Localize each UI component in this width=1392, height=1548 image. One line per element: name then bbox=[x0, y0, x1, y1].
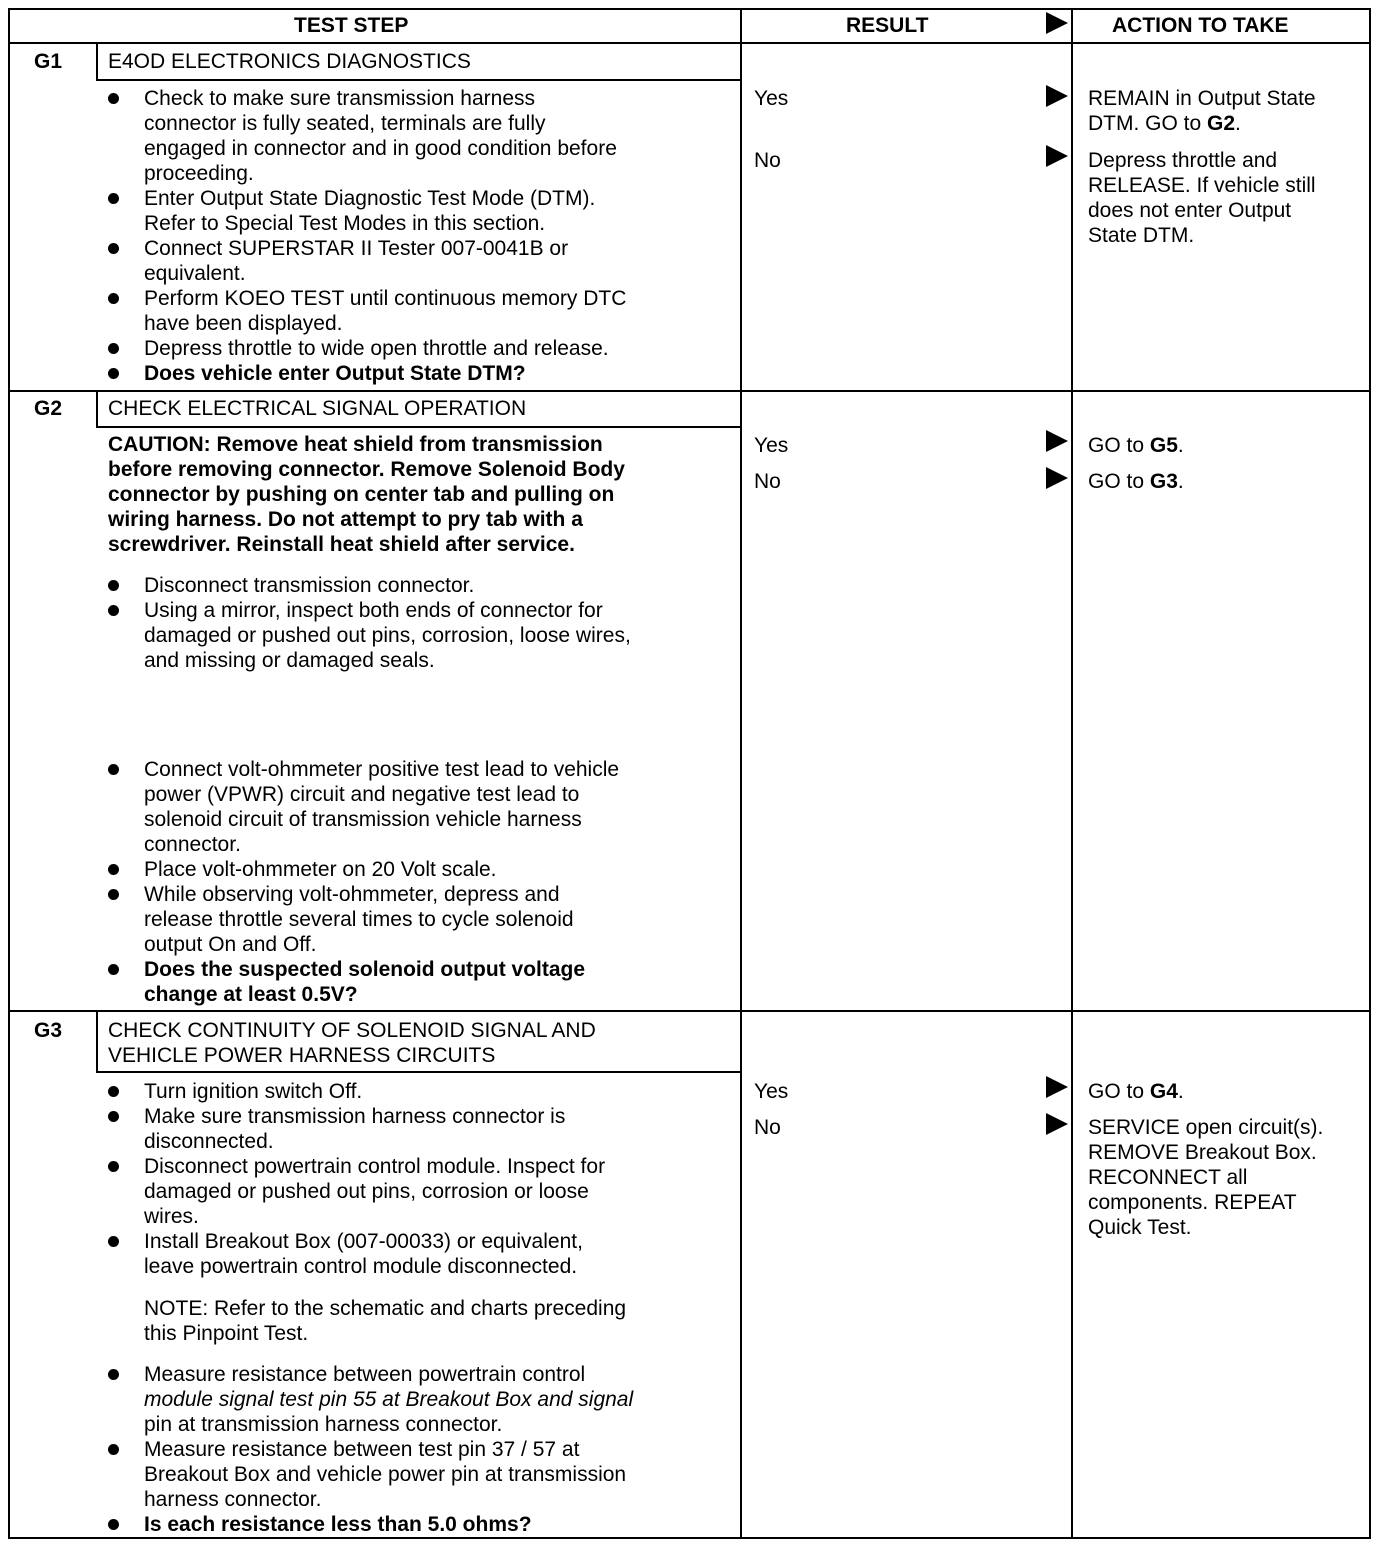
g2-result-yes: Yes bbox=[754, 434, 789, 457]
header-arrow-icon bbox=[1046, 12, 1068, 34]
bullet-icon bbox=[108, 964, 119, 975]
bullet-icon bbox=[108, 605, 119, 616]
bullet-icon bbox=[108, 293, 119, 304]
bullet-icon bbox=[108, 1369, 119, 1380]
bullet-icon bbox=[108, 1161, 119, 1172]
g2-action-no: GO to G3. bbox=[1088, 470, 1184, 493]
bullet-icon bbox=[108, 580, 119, 591]
list-item: Make sure transmission harness connector is disconnected. bbox=[108, 1104, 605, 1154]
g3-yes-arrow-icon bbox=[1046, 1076, 1068, 1098]
g3-instructions-b bbox=[108, 1362, 633, 1537]
header-action-to-take: ACTION TO TAKE bbox=[1112, 14, 1289, 37]
list-item: While observing volt-ohmmeter, depress and release throttle several times to cycle solenoid output On and Off. bbox=[108, 882, 619, 957]
table-border-top bbox=[8, 8, 1371, 10]
list-item: Check to make sure transmission harness connector is fully seated, terminals are fully engaged in connector and in good condition before proceeding. bbox=[108, 86, 626, 186]
list-item: Disconnect powertrain control module. Inspect for damaged or pushed out pins, corrosion or loose wires. bbox=[108, 1154, 605, 1229]
g1-instructions bbox=[108, 86, 626, 386]
g1-result-yes: Yes bbox=[754, 87, 789, 110]
list-item: Turn ignition switch Off. bbox=[108, 1079, 605, 1104]
g2-caution: CAUTION: Remove heat shield from transmission before removing connector. Remove Solenoid Body connector by pushing on center tab and pulling on wiring harness. Do not attempt to pry tab with a screwdriver. Reinstall heat shield after service. bbox=[108, 433, 625, 556]
g1-result-no: No bbox=[754, 149, 781, 172]
bullet-icon bbox=[108, 864, 119, 875]
column-divider-result bbox=[740, 8, 742, 1539]
g2-id-divider bbox=[96, 390, 98, 427]
list-item: Using a mirror, inspect both ends of connector for damaged or pushed out pins, corrosion, loose wires, and missing or damaged seals. bbox=[108, 598, 631, 673]
step-title-g2: CHECK ELECTRICAL SIGNAL OPERATION bbox=[108, 397, 527, 420]
bullet-icon bbox=[108, 1111, 119, 1122]
list-item: Does the suspected solenoid output voltage change at least 0.5V? bbox=[108, 957, 619, 1007]
g1-g2-separator bbox=[8, 390, 1371, 392]
bullet-icon bbox=[108, 1086, 119, 1097]
g2-instructions-b bbox=[108, 757, 619, 1007]
table-border-bottom bbox=[8, 1537, 1371, 1539]
header-test-step: TEST STEP bbox=[294, 14, 409, 37]
table-border-left bbox=[8, 8, 10, 1539]
bullet-icon bbox=[108, 193, 119, 204]
column-divider-action bbox=[1071, 8, 1073, 1539]
list-item: Depress throttle to wide open throttle and release. bbox=[108, 336, 626, 361]
table-border-right bbox=[1369, 8, 1371, 1539]
header-bottom-rule bbox=[8, 42, 1371, 44]
bullet-icon bbox=[108, 343, 119, 354]
g1-yes-arrow-icon bbox=[1046, 85, 1068, 107]
bullet-icon bbox=[108, 368, 119, 379]
g2-instructions-a bbox=[108, 573, 631, 673]
step-id-g3: G3 bbox=[34, 1019, 63, 1042]
g3-action-no: SERVICE open circuit(s). REMOVE Breakout Box. RECONNECT all components. REPEAT Quick Test. bbox=[1088, 1116, 1324, 1239]
bullet-icon bbox=[108, 1519, 119, 1530]
bullet-icon bbox=[108, 1236, 119, 1247]
g1-action-no: Depress throttle and RELEASE. If vehicle still does not enter Output State DTM. bbox=[1088, 149, 1316, 247]
list-item: Measure resistance between powertrain control module signal test pin 55 at Breakout Box and signal pin at transmission harness connector. bbox=[108, 1362, 633, 1437]
header-result: RESULT bbox=[846, 14, 929, 37]
list-item: Enter Output State Diagnostic Test Mode (DTM). Refer to Special Test Modes in this section. bbox=[108, 186, 626, 236]
step-title-g1: E4OD ELECTRONICS DIAGNOSTICS bbox=[108, 50, 471, 73]
g1-action-yes: REMAIN in Output State DTM. GO to G2. bbox=[1088, 87, 1316, 135]
list-item: Perform KOEO TEST until continuous memory DTC have been displayed. bbox=[108, 286, 626, 336]
g1-title-rule bbox=[96, 79, 742, 81]
list-item: Connect SUPERSTAR II Tester 007-0041B or equivalent. bbox=[108, 236, 626, 286]
g2-action-yes: GO to G5. bbox=[1088, 434, 1184, 457]
g2-yes-arrow-icon bbox=[1046, 430, 1068, 452]
bullet-icon bbox=[108, 1444, 119, 1455]
list-item: Install Breakout Box (007-00033) or equivalent, leave powertrain control module disconnected. bbox=[108, 1229, 605, 1279]
g3-no-arrow-icon bbox=[1046, 1113, 1068, 1135]
list-item: Connect volt-ohmmeter positive test lead to vehicle power (VPWR) circuit and negative test lead to solenoid circuit of transmission vehicle harness connector. bbox=[108, 757, 619, 857]
g3-id-divider bbox=[96, 1010, 98, 1072]
step-id-g2: G2 bbox=[34, 397, 63, 420]
bullet-icon bbox=[108, 764, 119, 775]
g3-instructions-a bbox=[108, 1079, 605, 1279]
g3-result-yes: Yes bbox=[754, 1080, 789, 1103]
list-item: Does vehicle enter Output State DTM? bbox=[108, 361, 626, 386]
g3-title-rule bbox=[96, 1071, 742, 1073]
g2-title-rule bbox=[96, 426, 742, 428]
g3-note: NOTE: Refer to the schematic and charts preceding this Pinpoint Test. bbox=[144, 1297, 627, 1345]
g2-result-no: No bbox=[754, 470, 781, 493]
bullet-icon bbox=[108, 889, 119, 900]
list-item: Measure resistance between test pin 37 / 57 at Breakout Box and vehicle power pin at transmission harness connector. bbox=[108, 1437, 633, 1512]
list-item: Place volt-ohmmeter on 20 Volt scale. bbox=[108, 857, 619, 882]
bullet-icon bbox=[108, 93, 119, 104]
g2-no-arrow-icon bbox=[1046, 467, 1068, 489]
g2-g3-separator bbox=[8, 1010, 1371, 1012]
g1-no-arrow-icon bbox=[1046, 145, 1068, 167]
step-title-g3: CHECK CONTINUITY OF SOLENOID SIGNAL AND VEHICLE POWER HARNESS CIRCUITS bbox=[108, 1019, 596, 1067]
bullet-icon bbox=[108, 243, 119, 254]
list-item: Is each resistance less than 5.0 ohms? bbox=[108, 1512, 633, 1537]
g3-result-no: No bbox=[754, 1116, 781, 1139]
g3-action-yes: GO to G4. bbox=[1088, 1080, 1184, 1103]
list-item: Disconnect transmission connector. bbox=[108, 573, 631, 598]
g1-id-divider bbox=[96, 42, 98, 80]
step-id-g1: G1 bbox=[34, 50, 63, 73]
